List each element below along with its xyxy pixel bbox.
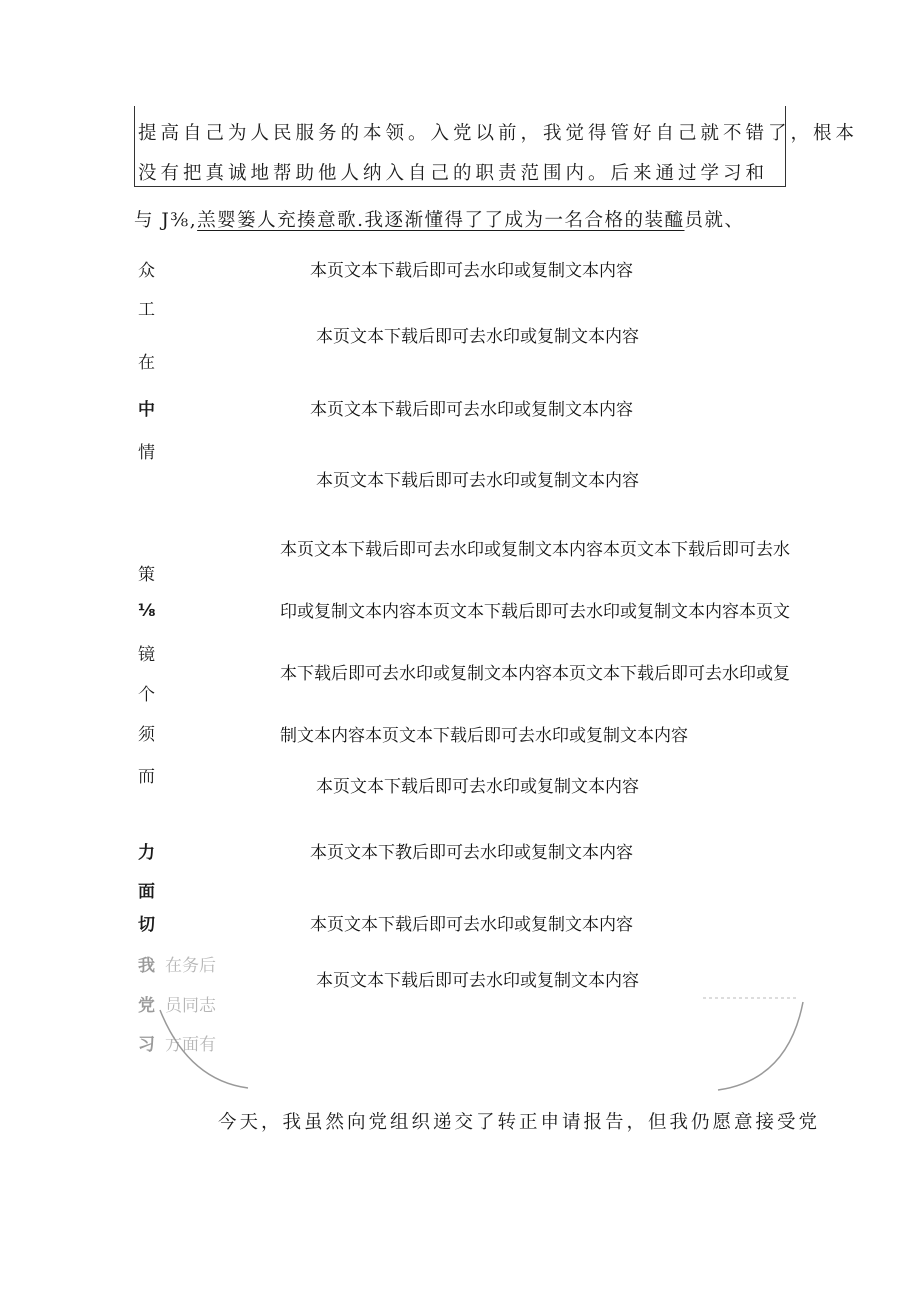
side-char: 党 xyxy=(138,996,155,1016)
side-char: 工 xyxy=(138,300,155,320)
side-char: 须 xyxy=(138,725,155,745)
side-char: 习 xyxy=(138,1035,155,1055)
faded-fragment: 员同志 xyxy=(165,996,216,1016)
line3-underlined: 羔婴篓人充揍意歌.我逐渐懂得了了成为一名合格的装醯 xyxy=(197,210,685,231)
side-char: 切 xyxy=(138,915,155,935)
watermark-text: 本页文本下载后即可去水印或复制文本内容 xyxy=(316,327,639,347)
watermark-text: 本页文本下载后即可去水印或复制文本内容 xyxy=(310,400,633,420)
paragraph-line-3 xyxy=(134,206,745,232)
side-char: 个 xyxy=(138,685,155,705)
side-char: ⅛ xyxy=(138,601,156,621)
line3-suffix: 员就、 xyxy=(684,210,745,231)
faded-fragment: 方面有 xyxy=(165,1035,216,1055)
decorative-arc xyxy=(158,930,808,1100)
watermark-text: 本页文本下载后即可去水印或复制文本内容 xyxy=(310,261,633,281)
side-char: 中 xyxy=(138,400,155,420)
watermark-text: 本页文本下载后即可去水印或复制文本内容 xyxy=(316,971,639,991)
paragraph-line-1: 提高自己为人民服务的本领。入党以前，我觉得管好自己就不错了，根本 xyxy=(138,123,859,144)
watermark-text: 本页文本下载后即可去水印或复制文本内容 xyxy=(316,777,639,797)
side-char: 众 xyxy=(138,261,155,281)
watermark-block: 本页文本下载后即可去水印或复制文本内容本页文本下载后即可去水印或复制文本内容本页文本下载后即可去水印或复制文本内容本页文本下载后即可去水印或复制文本内容本页文本下载后即可去水印或复制文本内容本页文本下载后即可去水印或复制文本内容 xyxy=(280,540,790,746)
side-char: 情 xyxy=(138,443,155,463)
side-char: 面 xyxy=(138,882,155,902)
watermark-text: 本页文本下载后即可去水印或复制文本内容 xyxy=(310,915,633,935)
side-char: 在 xyxy=(138,353,155,373)
side-char: 我 xyxy=(138,956,155,976)
paragraph-line-2: 没有把真诚地帮助他人纳入自己的职责范围内。后来通过学习和 xyxy=(138,163,769,184)
watermark-text: 本页文本下教后即可去水印或复制文本内容 xyxy=(310,843,633,863)
side-char: 力 xyxy=(138,843,155,863)
side-char: 而 xyxy=(138,767,155,787)
final-paragraph-line: 今天，我虽然向党组织递交了转正申请报告，但我仍愿意接受党 xyxy=(218,1112,821,1133)
line3-prefix: 与 J⅜, xyxy=(134,210,198,231)
side-char: 镜 xyxy=(138,645,155,665)
faded-fragment: 在务后 xyxy=(165,956,216,976)
watermark-text: 本页文本下载后即可去水印或复制文本内容 xyxy=(316,471,639,491)
side-char: 策 xyxy=(138,565,155,585)
